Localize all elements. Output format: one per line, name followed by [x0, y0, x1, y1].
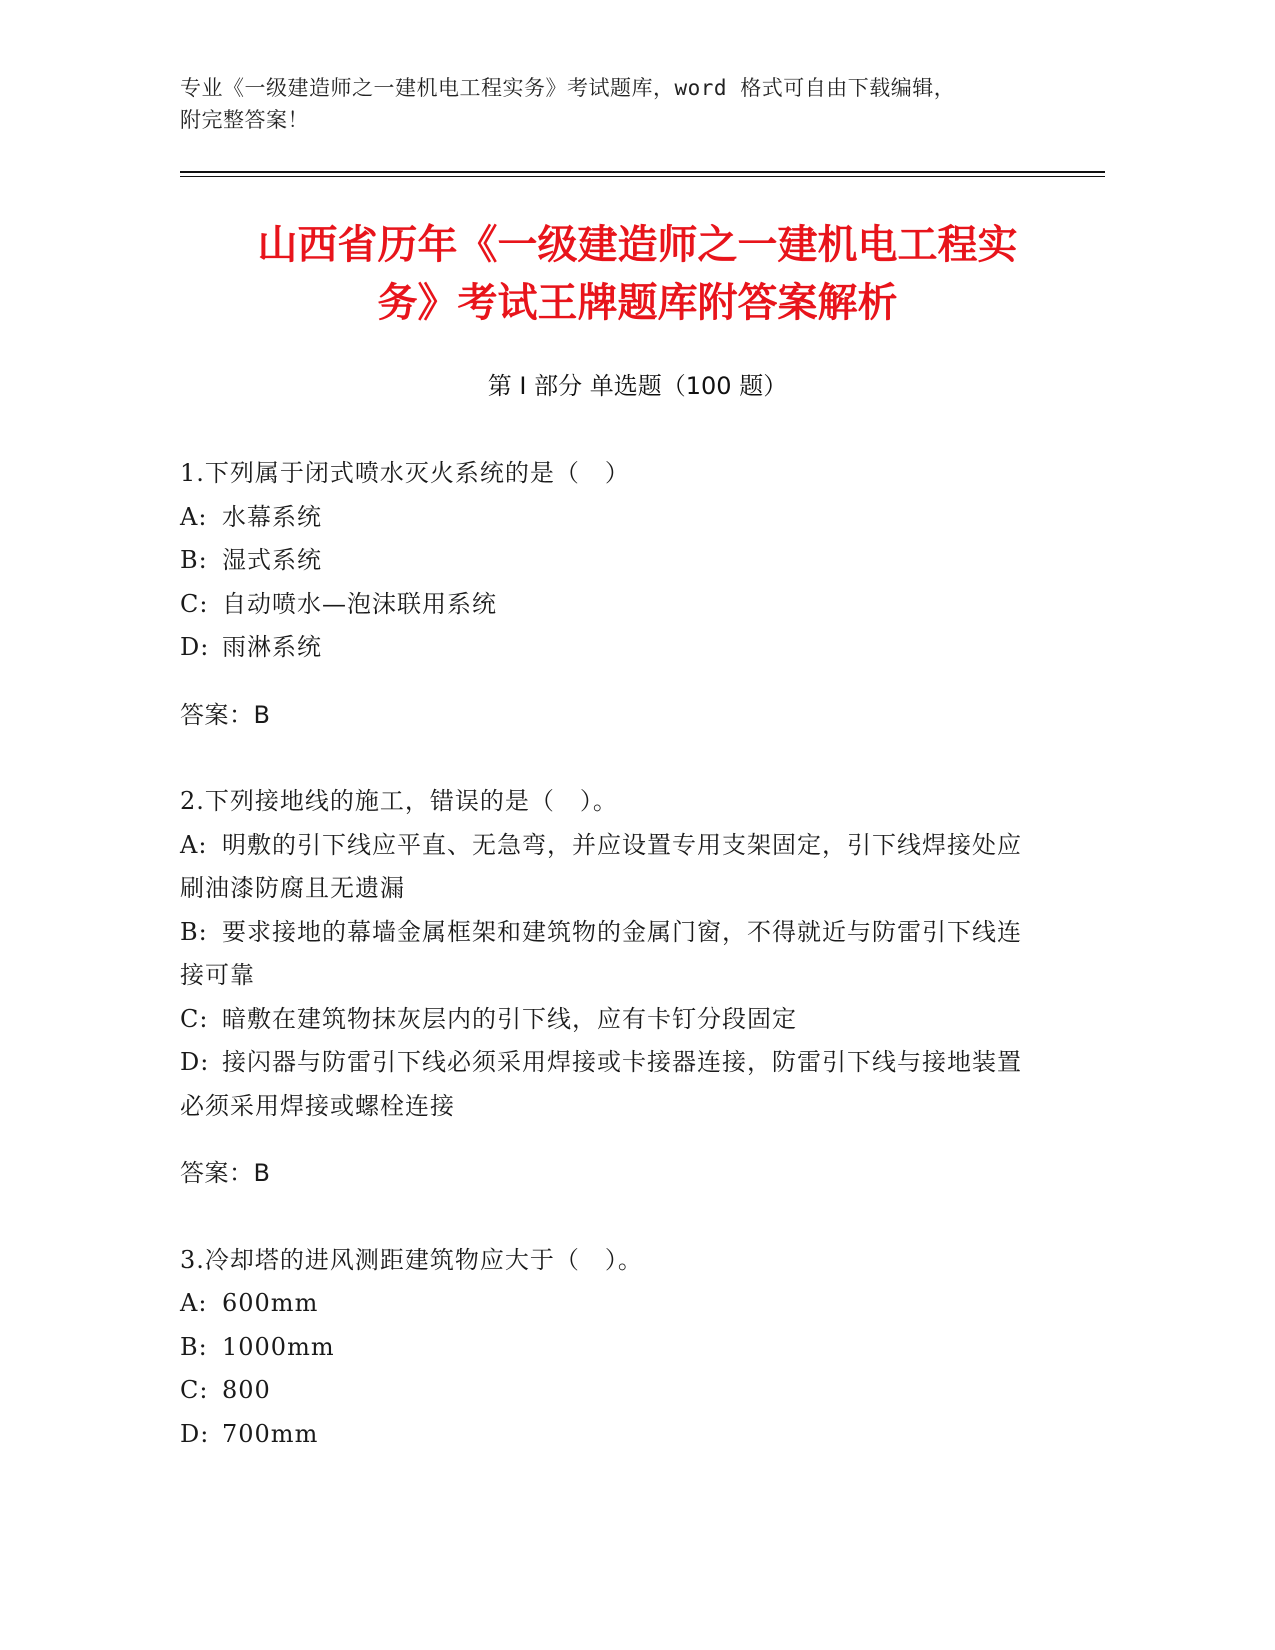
question-stem: 1.下列属于闭式喷水灭火系统的是（ ）: [180, 459, 630, 487]
option-b: [180, 911, 1040, 998]
option-text: 要求接地的幕墙金属框架和建筑物的金属门窗，不得就近与防雷引下线连接可靠: [180, 917, 1022, 989]
header-note: [180, 72, 1080, 136]
option-d: [180, 626, 1040, 670]
question-stem: 3.冷却塔的进风测距建筑物应大于（ ）。: [180, 1245, 643, 1274]
option-text: 暗敷在建筑物抹灰层内的引下线，应有卡钉分段固定: [222, 1004, 797, 1033]
option-d: [180, 1413, 1040, 1457]
header-divider-thick: [180, 171, 1105, 173]
option-a: [180, 824, 1040, 911]
question-answer: 答案：B: [180, 1159, 271, 1187]
option-a: [180, 496, 1040, 540]
option-b: [180, 539, 1040, 583]
option-letter: A:: [180, 502, 208, 531]
option-a: [180, 1282, 1040, 1326]
option-letter: B:: [180, 917, 208, 946]
option-b: [180, 1326, 1040, 1370]
option-text: 1000mm: [222, 1332, 335, 1361]
question-2: [180, 780, 1040, 1196]
option-letter: A:: [180, 830, 208, 859]
document-title: [160, 216, 1115, 332]
option-letter: C:: [180, 589, 209, 618]
option-text: 湿式系统: [222, 546, 322, 574]
option-c: [180, 1369, 1040, 1413]
option-text: 雨淋系统: [222, 633, 322, 661]
option-text: 800: [222, 1376, 271, 1404]
option-text: 接闪器与防雷引下线必须采用焊接或卡接器连接，防雷引下线与接地装置必须采用焊接或螺栓连接: [180, 1048, 1022, 1120]
question-list: [180, 452, 1040, 1499]
question-answer: 答案：B: [180, 700, 271, 729]
option-text: 600mm: [222, 1289, 319, 1317]
option-text: 自动喷水—泡沫联用系统: [222, 589, 497, 618]
section-title: 第 I 部分 单选题（100 题）: [487, 372, 788, 400]
header-note-line1: 专业《一级建造师之一建机电工程实务》考试题库，word 格式可自由下载编辑，: [180, 76, 956, 100]
question-3: [180, 1239, 1040, 1457]
option-text: 明敷的引下线应平直、无急弯，并应设置专用支架固定，引下线焊接处应刷油漆防腐且无遗漏: [180, 830, 1022, 902]
option-letter: A:: [180, 1289, 208, 1317]
option-letter: D:: [180, 633, 210, 661]
header-divider-thin: [180, 176, 1105, 177]
option-c: [180, 998, 1040, 1042]
document-title-line2: 务》考试王牌题库附答案解析: [377, 280, 898, 326]
option-letter: D:: [180, 1419, 210, 1448]
option-letter: B:: [180, 546, 208, 574]
question-stem: 2.下列接地线的施工，错误的是（ ）。: [180, 787, 618, 815]
option-c: [180, 583, 1040, 627]
option-letter: C:: [180, 1376, 209, 1404]
option-letter: B:: [180, 1332, 208, 1361]
option-d: [180, 1041, 1040, 1128]
option-letter: C:: [180, 1004, 209, 1033]
document-title-line1: 山西省历年《一级建造师之一建机电工程实: [257, 222, 1018, 268]
option-letter: D:: [180, 1048, 210, 1076]
option-text: 水幕系统: [222, 502, 322, 531]
question-1: [180, 452, 1040, 737]
header-note-line2: 附完整答案！: [180, 108, 309, 132]
option-text: 700mm: [222, 1419, 319, 1448]
